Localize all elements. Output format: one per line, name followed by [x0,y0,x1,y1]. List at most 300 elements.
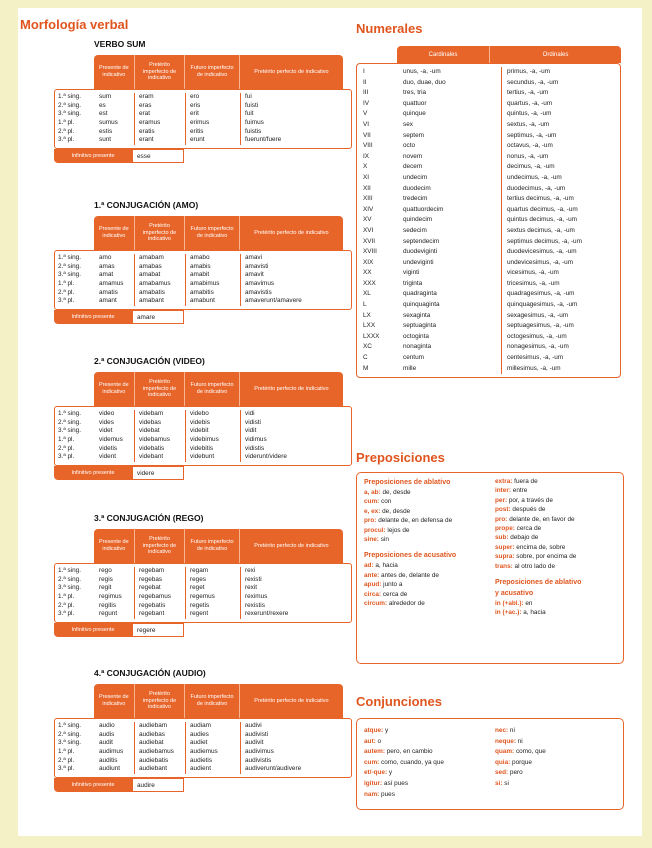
numeral-cell: nonus, -a, -um [507,152,549,160]
table-row [55,297,351,306]
table-cell: 2.ª pl. [58,601,75,609]
list-heading: y acusativo [495,590,534,598]
numeral-row [357,131,620,142]
numeral-cell: sextus, -a, -um [507,120,550,128]
numerales-title: Numerales [356,21,423,36]
numeral-cell: XII [363,184,371,192]
table-cell: audiet [186,739,241,748]
numeral-cell: quartus decimus, -a, -um [507,205,578,213]
table-cell: 2.ª sing. [58,101,81,109]
table-row [55,102,351,111]
table-cell: amabunt [186,297,241,306]
numeral-cell: septem [398,131,502,142]
list-item [364,507,456,516]
numeral-cell: quartus, -a, -um [507,99,553,107]
term: prope: [495,525,515,533]
table-cell: amavi [245,254,263,261]
table-row [55,610,351,619]
table-cell: regent [186,610,241,619]
meaning: pero, en cambio [384,748,433,756]
numeral-row [357,247,620,258]
table-cell: videt [95,427,135,436]
column-header: Pretérito imperfecto de indicativo [134,372,185,406]
table-cell: 2.ª pl. [58,756,75,764]
table-row [55,263,351,272]
table-row [55,748,351,757]
list-heading: Preposiciones de acusativo [364,552,457,560]
column-header: Pretérito imperfecto de indicativo [134,55,185,89]
table-cell: audiunt [95,765,135,774]
list-item [495,533,581,542]
numeral-row [357,353,620,364]
table-cell: amaverunt/amavere [245,297,302,305]
preposiciones-box [356,472,624,664]
table-cell: rexisti [245,575,262,583]
infinitive-row [54,149,184,163]
numeral-cell: septimus decimus, -a, -um [507,237,582,245]
numeral-row [357,268,620,279]
list-item [364,526,456,535]
column-header: Futuro imperfecto de indicativo [184,529,239,563]
table-cell: reget [186,584,241,593]
term: si: [495,779,503,787]
table-row [55,436,351,445]
table-cell: videbunt [186,453,241,462]
numeral-cell: vicesimus, -a, -um [507,269,559,277]
table-cell: audit [95,739,135,748]
table-cell: 1.ª sing. [58,410,81,417]
meaning: junto a [381,581,403,589]
column-header: Pretérito imperfecto de indicativo [134,684,185,718]
numeral-cell: XIV [363,205,374,213]
table-cell: 1.ª pl. [58,436,75,444]
numeral-row [357,332,620,343]
meaning: delante de, en defensa de [376,517,453,525]
table-cell: reximus [245,593,268,601]
list-item [495,505,581,514]
table-cell: sum [95,93,135,102]
numeral-cell: sextus decimus, -a, -um [507,226,575,234]
numeral-cell: tricesimus, -a, -um [507,279,560,287]
table-cell: videbas [135,419,186,428]
table-cell: fuisti [245,101,259,109]
infinitive-label: Infinitivo presente [54,149,132,163]
numeral-cell: octavus, -a, -um [507,142,553,150]
conjunciones-col2 [495,726,546,790]
numeral-cell: nonagesimus, -a, -um [507,343,569,351]
infinitive-row [54,623,184,637]
numeral-cell: X [363,163,368,171]
term: circum: [364,600,388,608]
conjugation-header [94,372,343,406]
list-item [364,580,456,589]
meaning: con [379,498,392,506]
list-item [495,515,581,524]
table-cell: 3.ª pl. [58,136,75,144]
numeral-cell: XVIII [363,248,377,256]
term: circa: [364,590,382,598]
numeral-cell: septuaginta [398,321,502,332]
numeral-cell: XVII [363,237,376,245]
table-cell: regebat [135,584,186,593]
numeral-row [357,311,620,322]
numeral-row [357,78,620,89]
table-cell: 3.ª sing. [58,110,81,118]
table-cell: 2.ª sing. [58,418,81,426]
list-item [364,758,444,769]
term: apud: [364,581,382,589]
table-cell: 2.ª sing. [58,730,81,738]
numeral-row [357,67,620,78]
infinitive-row [54,310,184,324]
conjugation-title: 1.ª CONJUGACIÓN (AMO) [94,200,199,210]
numeral-cell: centesimus, -a, -um [507,354,564,362]
column-header: Presente de indicativo [99,65,129,78]
conjugation-title: 4.ª CONJUGACIÓN (AUDIO) [94,668,206,678]
numeral-row [357,215,620,226]
table-cell: 1.ª sing. [58,93,81,100]
numeral-cell: undecimus, -a, -um [507,173,562,181]
table-cell: eris [186,102,241,111]
numeral-cell: XVI [363,226,374,234]
conjunciones-box [356,718,624,810]
numeral-cell: viginti [398,268,502,279]
table-cell: 3.ª pl. [58,453,75,461]
meaning: de, desde [380,507,411,515]
term: in (+ac.): [495,609,522,617]
numeral-cell: undeviginti [398,258,502,269]
table-cell: audivit [245,739,264,747]
table-cell: est [95,110,135,119]
list-item [364,561,456,570]
table-row [55,593,351,602]
term: cum: [364,498,380,506]
table-row [55,280,351,289]
meaning: y [383,727,389,734]
term: ante: [364,571,380,579]
numeral-cell: sexaginta [398,311,502,322]
meaning: porque [510,758,532,766]
table-row [55,271,351,280]
table-cell: amabimus [186,280,241,289]
column-header: Presente de indicativo [99,694,129,707]
infinitive-label: Infinitivo presente [54,778,132,792]
table-cell: 3.ª pl. [58,297,75,305]
list-item [364,571,456,580]
conjunciones-title: Conjunciones [356,694,442,709]
meaning: alrededor de [387,600,425,608]
table-cell: audis [95,731,135,740]
table-cell: 1.ª pl. [58,748,75,756]
term: e, ex: [364,507,381,515]
numeral-cell: centum [398,353,502,364]
term: aut: [364,737,376,745]
table-cell: rexi [245,567,256,574]
table-cell: fuerunt/fuere [245,136,282,144]
list-item [495,552,581,561]
table-cell: amatis [95,289,135,298]
table-cell: videbatis [135,445,186,454]
table-cell: erunt [186,136,241,145]
numeral-row [357,162,620,173]
numeral-row [357,258,620,269]
numeral-row [357,99,620,110]
table-cell: amabis [186,263,241,272]
numeral-cell: IV [363,99,370,107]
table-cell: vidistis [245,444,265,452]
numeral-row [357,289,620,300]
table-cell: audient [186,765,241,774]
table-cell: amabant [135,297,186,306]
table-row [55,419,351,428]
meaning: antes de, delante de [379,571,439,579]
numeral-row [357,321,620,332]
numeral-cell: L [363,301,367,309]
table-cell: videbat [135,427,186,436]
term: quia: [495,758,511,766]
table-cell: audiebant [135,765,186,774]
list-item [495,726,546,737]
term: trans: [495,562,513,570]
conjugation-block [54,200,352,340]
numeral-cell: sexagesimus, -a, -um [507,311,569,319]
numeral-row [357,88,620,99]
conjunciones-col1 [364,726,444,800]
meaning: o [375,737,382,745]
table-cell: vidimus [245,436,267,444]
column-header: Presente de indicativo [99,226,129,239]
table-cell: videbam [135,410,186,419]
term: quam: [495,748,515,756]
table-cell: audivistis [245,756,272,764]
meaning: pues [379,790,395,798]
table-row [55,119,351,128]
numeral-cell: decimus, -a, -um [507,163,555,171]
numeral-cell: IX [363,152,370,160]
conjugation-header [94,529,343,563]
infinitive-row [54,466,184,480]
table-cell: vides [95,419,135,428]
preposiciones-title: Preposiciones [356,450,445,465]
conjugation-header [94,55,343,89]
list-item [364,599,456,608]
term: post: [495,506,511,514]
numeral-cell: XI [363,173,370,181]
table-cell: audiebas [135,731,186,740]
meaning: al otro lado de [512,562,556,570]
numeral-cell: quinque [398,109,502,120]
numeral-cell: VIII [363,142,373,150]
numeral-cell: sedecim [398,226,502,237]
table-cell: audiam [186,722,241,731]
list-item [364,488,456,497]
numeral-row [357,226,620,237]
numeral-cell: triginta [398,279,502,290]
term: pro: [364,517,377,525]
table-cell: amabitis [186,289,241,298]
numeral-cell: millesimus, -a, -um [507,364,561,372]
term: supra: [495,553,515,561]
table-row [55,110,351,119]
numeral-cell: octogesimus, -a, -um [507,332,567,340]
table-cell: regebamus [135,593,186,602]
numeral-cell: duodevicesimus, -a, -um [507,248,577,256]
header-cardinales: Cardinales [428,51,458,58]
conjugation-title: 2.ª CONJUGACIÓN (VIDEO) [94,356,205,366]
table-cell: audiebatis [135,757,186,766]
list-item [495,758,546,769]
table-row [55,757,351,766]
numeral-cell: quattuordecim [398,205,502,216]
table-cell: 2.ª pl. [58,288,75,296]
table-cell: auditis [95,757,135,766]
numeral-cell: octoginta [398,332,502,343]
term: procul: [364,526,386,534]
numerales-section [356,8,626,372]
list-item [495,599,581,608]
numeral-cell: quintus, -a, -um [507,110,552,118]
column-header: Futuro imperfecto de indicativo [184,216,239,250]
numeral-cell: VII [363,131,371,139]
numeral-cell: secundus, -a, -um [507,78,559,86]
table-cell: regebatis [135,602,186,611]
column-header: Pretérito perfecto de indicativo [239,216,343,250]
table-cell: amabam [135,254,186,263]
table-cell: videbamus [135,436,186,445]
table-cell: rexit [245,584,258,592]
table-cell: audietis [186,757,241,766]
meaning: de, desde [380,489,411,496]
table-row [55,584,351,593]
table-cell: amamus [95,280,135,289]
meaning: entre [510,487,528,495]
list-item [495,524,581,533]
list-item [495,737,546,748]
list-heading: Preposiciones de ablativo [364,479,451,486]
list-item [495,486,581,495]
table-row [55,576,351,585]
numeral-row [357,364,620,375]
table-cell: 3.ª pl. [58,610,75,618]
numeral-row [357,279,620,290]
infinitive-label: Infinitivo presente [54,623,132,637]
term: nec: [495,727,509,734]
meaning: sin [378,536,389,544]
table-cell: eram [135,93,186,102]
table-row [55,602,351,611]
column-header: Pretérito perfecto de indicativo [239,372,343,406]
term: per: [495,496,508,504]
numeral-cell: XC [363,343,372,351]
table-row [55,289,351,298]
numeral-cell: octo [398,141,502,152]
table-row [55,722,351,731]
meaning: delante de, en favor de [507,515,575,523]
numeral-cell: septuagesimus, -a, -um [507,322,574,330]
table-cell: amavisti [245,262,269,270]
table-cell: amabo [186,254,241,263]
conjugation-rows [54,250,352,310]
meaning: y [387,769,393,777]
conjugation-block [54,668,352,808]
table-cell: erimus [186,119,241,128]
meaning: debajo de [508,534,539,542]
table-cell: audiebam [135,722,186,731]
table-cell: amavimus [245,280,275,288]
list-item [495,779,546,790]
infinitive-label: Infinitivo presente [54,310,132,324]
numeral-cell: V [363,110,368,118]
numeral-row [357,173,620,184]
table-cell: amabas [135,263,186,272]
list-item [364,590,456,599]
table-cell: amabat [135,271,186,280]
table-cell: rexerunt/rexere [245,610,289,618]
table-cell: viderunt/videre [245,453,287,461]
table-row [55,410,351,419]
page [18,8,642,836]
table-cell: audies [186,731,241,740]
list-item [364,726,444,737]
table-cell: 3.ª sing. [58,271,81,279]
table-cell: audiebat [135,739,186,748]
table-cell: regebant [135,610,186,619]
table-cell: regitis [95,602,135,611]
table-cell: es [95,102,135,111]
table-cell: 2.ª sing. [58,262,81,270]
table-row [55,93,351,102]
meaning: cerca de [514,525,542,533]
table-cell: amat [95,271,135,280]
numeral-cell: tertius decimus, -a, -um [507,195,574,203]
table-cell: estis [95,128,135,137]
table-cell: fui [245,93,252,100]
table-cell: fuimus [245,119,264,127]
table-cell: erat [135,110,186,119]
term: a, ab: [364,489,381,496]
numeral-row [357,342,620,353]
meaning: lejos de [385,526,410,534]
table-cell: vidi [245,410,255,417]
table-cell: regebam [135,567,186,576]
table-row [55,128,351,137]
numeral-row [357,184,620,195]
table-cell: 1.ª pl. [58,593,75,601]
meaning: después de [510,506,546,514]
term: inter: [495,487,511,495]
numeral-cell: XX [363,269,372,277]
table-cell: sumus [95,119,135,128]
table-row [55,739,351,748]
morfologia-title: Morfología verbal [20,17,129,32]
table-cell: amabit [186,271,241,280]
term: sine: [364,536,379,544]
table-cell: 3.ª pl. [58,765,75,773]
table-cell: 1.ª sing. [58,722,81,729]
numeral-cell: II [363,78,367,86]
list-item [364,535,456,544]
numeral-cell: primus, -a, -um [507,68,550,75]
conjugation-header [94,216,343,250]
numeral-cell: tertius, -a, -um [507,89,549,97]
conjugation-rows [54,89,352,149]
table-cell: rexistis [245,601,265,609]
table-cell: fuistis [245,127,262,135]
meaning: si [502,779,509,787]
meaning: como, que [514,748,546,756]
list-item [364,516,456,525]
table-cell: 1.ª pl. [58,280,75,288]
